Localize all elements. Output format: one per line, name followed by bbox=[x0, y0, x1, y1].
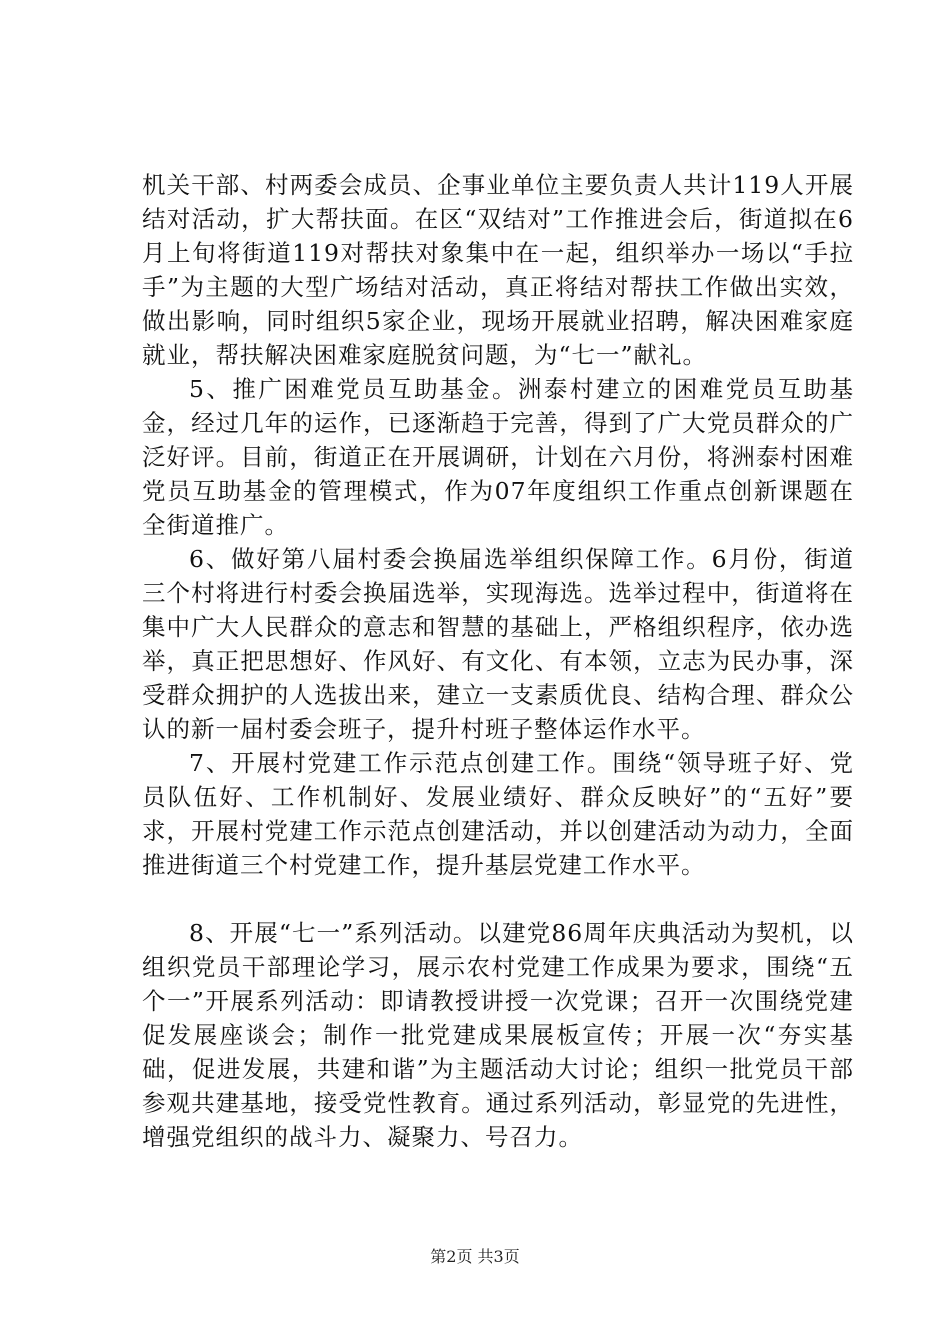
paragraph-item-7: 7、开展村党建工作示范点创建工作。围绕“领导班子好、党员队伍好、工作机制好、发展业绩好、群众反映好”的“五好”要求，开展村党建工作示范点创建活动，并以创建活动为动力，全面推进街道三个村党建工作，提升基层党建工作水平。 bbox=[142, 749, 854, 879]
paragraph-item-6: 6、做好第八届村委会换届选举组织保障工作。6月份，街道三个村将进行村委会换届选举，实现海选。选举过程中，街道将在集中广大人民群众的意志和智慧的基础上，严格组织程序，依办选举，真正把思想好、作风好、有文化、有本领，立志为民办事，深受群众拥护的人选拔出来，建立一支素质优良、结构合理、群众公认的新一届村委会班子，提升村班子整体运作水平。 bbox=[142, 545, 854, 743]
paragraph-spacer bbox=[142, 882, 854, 916]
page-number-footer: 第2页 共3页 bbox=[430, 1247, 520, 1266]
paragraph-continuation: 机关干部、村两委会成员、企事业单位主要负责人共计119人开展结对活动，扩大帮扶面。在区“双结对”工作推进会后，街道拟在6月上旬将街道119对帮扶对象集中在一起，组织举办一场以“手拉手”为主题的大型广场结对活动，真正将结对帮扶工作做出实效，做出影响，同时组织5家企业，现场开展就业招聘，解决困难家庭就业，帮扶解决困难家庭脱贫问题，为“七一”献礼。 bbox=[142, 171, 854, 369]
document-body bbox=[142, 168, 854, 1154]
paragraph-item-8: 8、开展“七一”系列活动。以建党86周年庆典活动为契机，以组织党员干部理论学习，展示农村党建工作成果为要求，围绕“五个一”开展系列活动：即请教授讲授一次党课；召开一次围绕党建促发展座谈会；制作一批党建成果展板宣传；开展一次“夯实基础，促进发展，共建和谐”为主题活动大讨论；组织一批党员干部参观共建基地，接受党性教育。通过系列活动，彰显党的先进性，增强党组织的战斗力、凝聚力、号召力。 bbox=[142, 919, 854, 1151]
paragraph-item-5: 5、推广困难党员互助基金。洲泰村建立的困难党员互助基金，经过几年的运作，已逐渐趋于完善，得到了广大党员群众的广泛好评。目前，街道正在开展调研，计划在六月份，将洲泰村困难党员互助基金的管理模式，作为07年度组织工作重点创新课题在全街道推广。 bbox=[142, 375, 854, 539]
